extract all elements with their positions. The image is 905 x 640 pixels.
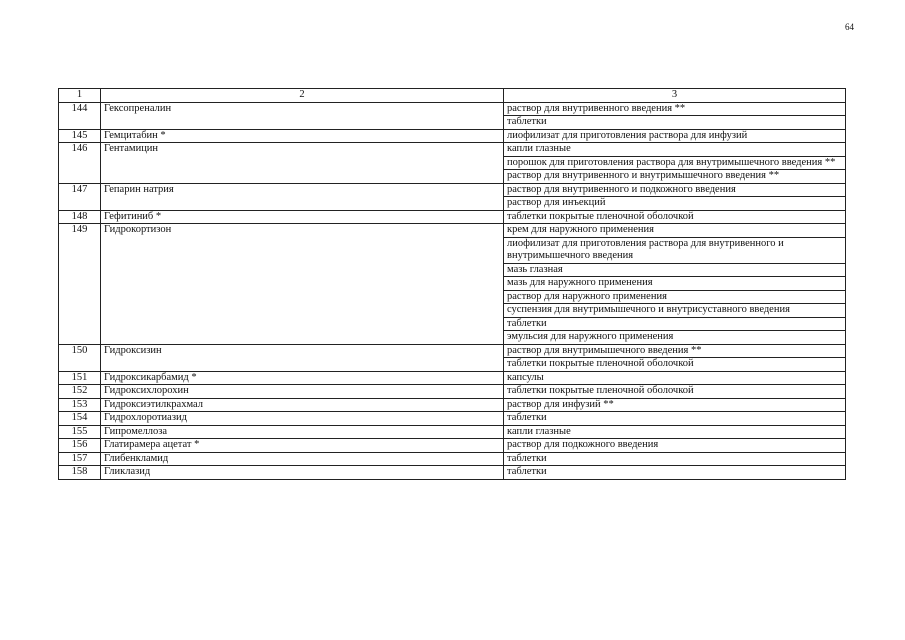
drug-name: Глибенкламид — [101, 452, 504, 466]
row-number: 148 — [59, 210, 101, 224]
table-row — [59, 143, 846, 157]
drug-name: Глатирамера ацетат * — [101, 439, 504, 453]
dosage-form: раствор для внутривенного и подкожного введения — [504, 183, 846, 197]
table-row — [59, 466, 846, 480]
drug-name: Гексопреналин — [101, 102, 504, 129]
table-row — [59, 210, 846, 224]
drug-name: Гентамицин — [101, 143, 504, 184]
table-row — [59, 129, 846, 143]
dosage-form: таблетки покрытые пленочной оболочкой — [504, 385, 846, 399]
row-number: 156 — [59, 439, 101, 453]
header-cell-2: 2 — [101, 89, 504, 103]
row-number: 149 — [59, 224, 101, 345]
row-number: 154 — [59, 412, 101, 426]
drug-name: Гефитиниб * — [101, 210, 504, 224]
row-number: 145 — [59, 129, 101, 143]
dosage-form: капли глазные — [504, 425, 846, 439]
drug-name: Гепарин натрия — [101, 183, 504, 210]
row-number: 157 — [59, 452, 101, 466]
dosage-form: раствор для подкожного введения — [504, 439, 846, 453]
dosage-form: таблетки — [504, 452, 846, 466]
dosage-form: мазь глазная — [504, 263, 846, 277]
dosage-form: капли глазные — [504, 143, 846, 157]
table-row — [59, 183, 846, 197]
dosage-form: лиофилизат для приготовления раствора для инфузий — [504, 129, 846, 143]
drug-table — [58, 88, 846, 480]
drug-name: Гипромеллоза — [101, 425, 504, 439]
dosage-form: мазь для наружного применения — [504, 277, 846, 291]
dosage-form: порошок для приготовления раствора для внутримышечного введения ** — [504, 156, 846, 170]
table-row — [59, 412, 846, 426]
row-number: 155 — [59, 425, 101, 439]
drug-name: Гидроксиэтилкрахмал — [101, 398, 504, 412]
table-row — [59, 102, 846, 116]
drug-name: Гидроксикарбамид * — [101, 371, 504, 385]
row-number: 150 — [59, 344, 101, 371]
table-row — [59, 439, 846, 453]
dosage-form: капсулы — [504, 371, 846, 385]
dosage-form: раствор для инъекций — [504, 197, 846, 211]
row-number: 158 — [59, 466, 101, 480]
dosage-form: раствор для внутримышечного введения ** — [504, 344, 846, 358]
table-body — [59, 89, 846, 480]
table-row — [59, 371, 846, 385]
dosage-form: раствор для инфузий ** — [504, 398, 846, 412]
dosage-form: лиофилизат для приготовления раствора для внутривенного и внутримышечного введения — [504, 237, 846, 263]
drug-name: Гидрокортизон — [101, 224, 504, 345]
header-row — [59, 89, 846, 103]
dosage-form: таблетки — [504, 116, 846, 130]
table-row — [59, 452, 846, 466]
table-row — [59, 398, 846, 412]
dosage-form: таблетки покрытые пленочной оболочкой — [504, 358, 846, 372]
row-number: 151 — [59, 371, 101, 385]
drug-name: Гидроксизин — [101, 344, 504, 371]
drug-name: Гемцитабин * — [101, 129, 504, 143]
dosage-form: раствор для внутривенного введения ** — [504, 102, 846, 116]
drug-name: Гликлазид — [101, 466, 504, 480]
dosage-form: таблетки — [504, 317, 846, 331]
dosage-form: таблетки — [504, 412, 846, 426]
table-row — [59, 344, 846, 358]
header-cell-3: 3 — [504, 89, 846, 103]
row-number: 153 — [59, 398, 101, 412]
dosage-form: эмульсия для наружного применения — [504, 331, 846, 345]
dosage-form: крем для наружного применения — [504, 224, 846, 238]
drug-name: Гидрохлоротиазид — [101, 412, 504, 426]
row-number: 147 — [59, 183, 101, 210]
table-row — [59, 385, 846, 399]
row-number: 146 — [59, 143, 101, 184]
page-number: 64 — [845, 22, 854, 32]
dosage-form: таблетки покрытые пленочной оболочкой — [504, 210, 846, 224]
dosage-form: раствор для внутривенного и внутримышечного введения ** — [504, 170, 846, 184]
table-row — [59, 425, 846, 439]
row-number: 144 — [59, 102, 101, 129]
dosage-form: таблетки — [504, 466, 846, 480]
table-row — [59, 224, 846, 238]
drug-name: Гидроксихлорохин — [101, 385, 504, 399]
header-cell-1: 1 — [59, 89, 101, 103]
dosage-form: суспензия для внутримышечного и внутрисуставного введения — [504, 304, 846, 318]
dosage-form: раствор для наружного применения — [504, 290, 846, 304]
row-number: 152 — [59, 385, 101, 399]
